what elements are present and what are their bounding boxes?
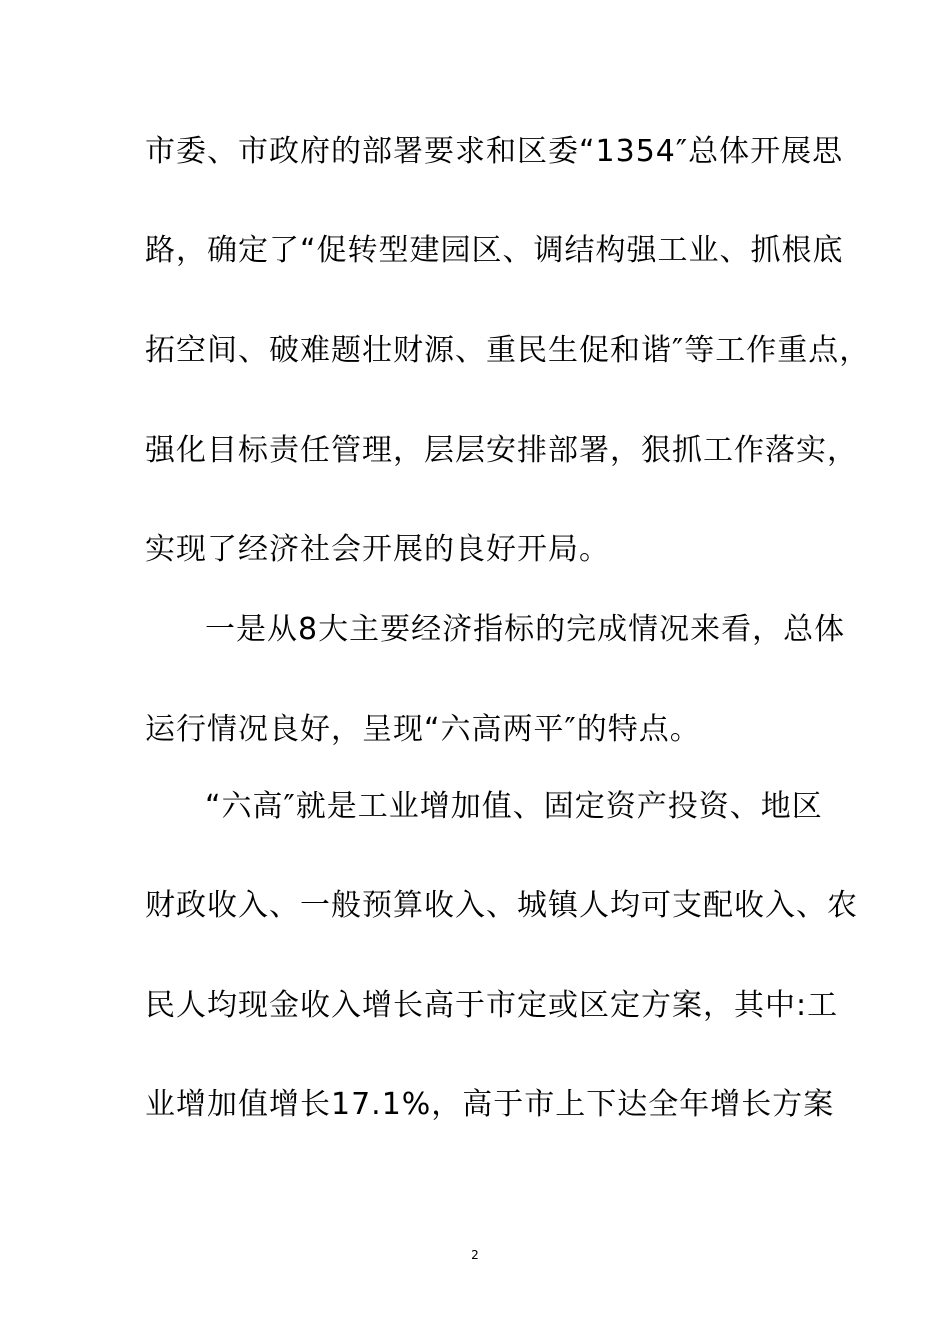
body-text-line: 民人均现金收入增长高于市定或区定方案，其中:工 xyxy=(145,988,839,1023)
body-text-line: 实现了经济社会开展的良好开局。 xyxy=(145,532,610,567)
body-text-line: 路，确定了“促转型建园区、调结构强工业、抓根底 xyxy=(145,233,844,268)
body-text-line: 运行情况良好，呈现“六高两平″的特点。 xyxy=(145,712,701,747)
paragraph-first-line: 一是从8大主要经济指标的完成情况来看，总体 xyxy=(205,612,846,647)
page-number: 2 xyxy=(471,1248,479,1262)
body-text-line: 强化目标责任管理，层层安排部署，狠抓工作落实， xyxy=(145,433,858,468)
body-text-line: 市委、市政府的部署要求和区委“1354″总体开展思 xyxy=(145,134,844,169)
body-text-line: 财政收入、一般预算收入、城镇人均可支配收入、农 xyxy=(145,888,858,923)
paragraph-first-line: “六高″就是工业增加值、固定资产投资、地区 xyxy=(205,789,823,824)
body-text-line: 拓空间、破难题壮财源、重民生促和谐″等工作重点， xyxy=(145,333,871,368)
body-text-line: 业增加值增长17.1%，高于市上下达全年增长方案 xyxy=(145,1087,835,1122)
